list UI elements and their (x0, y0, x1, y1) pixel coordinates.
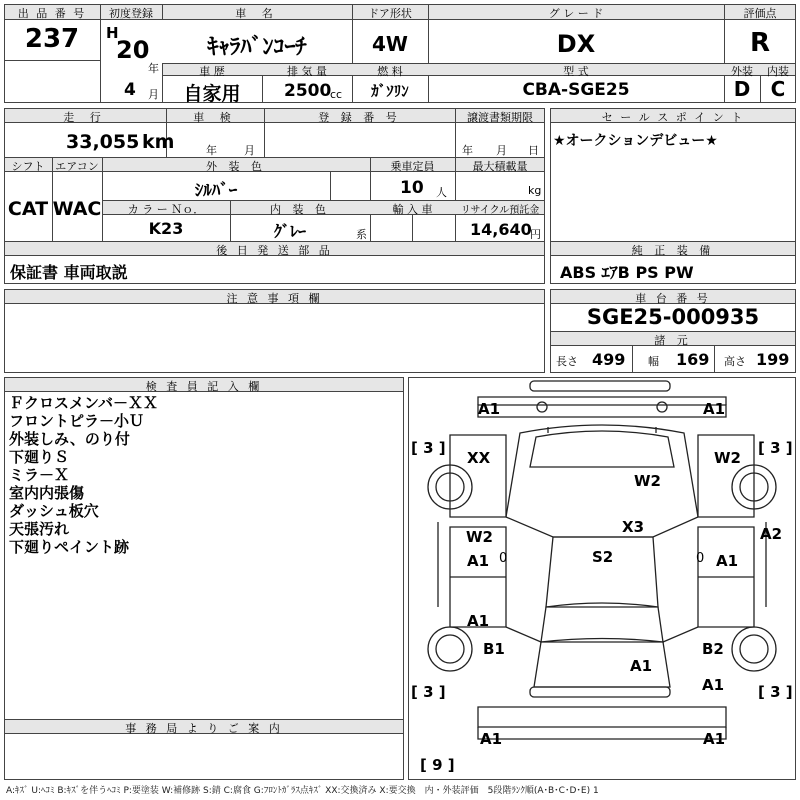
tire-fr: [ 3 ] (758, 439, 793, 457)
mark-rear-right-a1: A1 (702, 676, 725, 694)
history-label: 車 歴 (199, 65, 225, 78)
mark-left-door-upper: W2 (466, 528, 493, 546)
equipment-label: 純 正 装 備 (631, 244, 715, 257)
mark-right-rear-b2: B2 (702, 640, 724, 658)
ext-color-label: 外 装 色 (206, 160, 266, 173)
transfer-month-unit: 月 (496, 144, 507, 157)
inspector-line: 外装しみ、のり付 (9, 430, 130, 448)
inspection-month-unit: 月 (244, 144, 255, 157)
tire-rl: [ 3 ] (411, 683, 446, 701)
recycle: 14,640 (470, 220, 532, 239)
int-color-label: 内 装 色 (270, 203, 330, 216)
mark-front-left: A1 (478, 400, 501, 418)
inspector-line: 天張汚れ (9, 520, 70, 538)
displacement: 2500 (284, 81, 332, 101)
history: 自家用 (183, 83, 241, 105)
int-color: ｸﾞﾚｰ (273, 222, 306, 241)
dims-label: 諸 元 (654, 334, 692, 347)
shift: CAT (7, 198, 49, 220)
displacement-label: 排 気 量 (287, 65, 327, 78)
later-items: 保証書 車両取説 (10, 263, 128, 282)
inspector-notes (9, 394, 399, 556)
inspector-label: 検 査 員 記 入 欄 (145, 380, 263, 393)
ac-label: エアコン (55, 160, 99, 173)
mark-windshield: X3 (622, 518, 645, 536)
later-items-label: 後 日 発 送 部 品 (216, 244, 333, 257)
reg-year: 20 (116, 36, 150, 64)
lot-no: 237 (24, 24, 80, 54)
transfer-day-unit: 日 (528, 144, 539, 157)
max-load-label: 最大積載量 (472, 160, 528, 173)
recycle-unit: 円 (530, 228, 541, 241)
inspector-line: 室内内張傷 (9, 484, 85, 502)
mileage: 33,055 (66, 131, 140, 153)
tire-fl: [ 3 ] (411, 439, 446, 457)
displacement-unit: cc (330, 88, 343, 101)
exterior-label: 外装 (731, 65, 753, 78)
capacity-unit: 人 (436, 186, 447, 199)
fuel: ｶﾞｿﾘﾝ (371, 82, 409, 100)
mark-right-side: A2 (760, 525, 783, 543)
mileage-label: 走 行 (63, 111, 107, 124)
inspector-line: 下廻りＳ (9, 448, 70, 466)
recycle-label: リサイクル預託金 (460, 205, 540, 216)
interior-label: 内装 (767, 65, 789, 78)
inspector-line: 下廻りペイント跡 (9, 538, 130, 556)
length-label: 長さ (556, 355, 578, 368)
sales-point: ★オークションデビュー★ (553, 133, 718, 149)
mark-right-zero: 0 (696, 551, 705, 566)
capacity-label: 乗車定員 (390, 160, 435, 173)
mark-right-door-a1: A1 (716, 552, 739, 570)
tire-rr-value: 3 (770, 683, 781, 701)
grade: DX (556, 30, 596, 58)
model: CBA-SGE25 (522, 80, 630, 100)
month-unit: 月 (148, 88, 159, 101)
door-label: ドア形状 (368, 7, 412, 20)
width-label: 幅 (648, 355, 659, 368)
mark-left-door-a1: A1 (467, 552, 490, 570)
tire-fr-value: 3 (770, 439, 781, 457)
transfer-label: 譲渡書類期限 (467, 111, 533, 124)
first-reg-label: 初度登録 (109, 7, 153, 20)
fuel-label: 燃 料 (377, 65, 403, 78)
mark-rear-a1: A1 (630, 657, 653, 675)
width: 169 (676, 350, 710, 369)
model-label: 型 式 (563, 65, 589, 78)
inspector-line: Ｆクロスメンバ－ＸＸ (9, 394, 158, 412)
mark-left-rear-a1: A1 (467, 612, 490, 630)
height-label: 高さ (724, 355, 746, 368)
exterior-score: D (733, 77, 751, 101)
car-name-label: 車 名 (235, 7, 279, 20)
office-label: 事 務 局 よ り ご 案 内 (125, 722, 283, 735)
import-label: 輸 入 車 (392, 203, 433, 216)
score-label: 評価点 (743, 7, 777, 20)
tire-fl-value: 3 (423, 439, 434, 457)
car-name: ｷｬﾗﾊﾞﾝｺｰﾁ (207, 35, 307, 60)
shift-label: シフト (11, 160, 45, 173)
grade-label: グ レ ー ド (548, 7, 604, 20)
mark-fl-wheel: XX (467, 449, 491, 467)
mark-left-rear-b1: B1 (483, 640, 505, 658)
reg-month: 4 (124, 80, 136, 100)
mark-rear-bumper-right: A1 (703, 730, 726, 748)
lot-no-label: 出 品 番 号 (17, 7, 87, 20)
ac: WAC (52, 198, 102, 220)
car-diagram (408, 377, 796, 780)
legend: A:ｷｽﾞ U:ﾍｺﾐ B:ｷｽﾞを伴うﾍｺﾐ P:要塗装 W:補修跡 S:錆 C:腐食 G:ﾌﾛﾝﾄｶﾞﾗｽ点ｷｽﾞ XX:交換済み X:要交換 内・外装評価 5段階ﾗﾝｸ順(A･B･C･D･E) 1 (6, 786, 599, 796)
chassis-label: 車 台 番 号 (635, 292, 711, 305)
spare-tire-value: 9 (432, 756, 443, 774)
ext-color: ｼﾙﾊﾞｰ (194, 181, 238, 201)
inspector-line: ミラ－Ｘ (9, 466, 70, 484)
sales-point-label: セ ー ル ス ポ イ ン ト (601, 111, 745, 124)
inspection-label: 車 検 (193, 111, 237, 124)
height: 199 (756, 350, 790, 369)
transfer-year-unit: 年 (462, 144, 473, 157)
mark-fr-area: W2 (714, 449, 741, 467)
interior-score: C (770, 77, 786, 101)
mark-hood: W2 (634, 472, 661, 490)
inspector-line: ダッシュ板穴 (9, 502, 99, 520)
reg-no-label: 登 録 番 号 (318, 111, 401, 124)
color-no-label: カ ラ ー Ｎｏ． (127, 203, 205, 216)
length: 499 (592, 350, 626, 369)
score: R (749, 28, 771, 58)
inspector-line: フロントピラ－小Ｕ (9, 412, 145, 430)
era: H (106, 24, 119, 42)
year-unit: 年 (148, 62, 159, 75)
notes-label: 注 意 事 項 欄 (226, 292, 323, 305)
tire-rr: [ 3 ] (758, 683, 793, 701)
inspection-year-unit: 年 (206, 144, 217, 157)
mark-rear-bumper-left: A1 (480, 730, 503, 748)
int-color-unit: 系 (356, 228, 367, 241)
mark-roof: S2 (592, 548, 614, 566)
door-type: 4W (372, 32, 408, 56)
max-load-unit: kg (528, 184, 542, 197)
mark-left-zero: 0 (499, 551, 508, 566)
capacity: 10 (400, 178, 424, 198)
mark-front-right: A1 (703, 400, 726, 418)
color-no: K23 (148, 219, 184, 238)
spare-tire: [ 9 ] (420, 756, 455, 774)
tire-rl-value: 3 (423, 683, 434, 701)
mileage-unit: km (142, 131, 175, 153)
equipment: ABS ｴｱB PS PW (560, 263, 694, 282)
chassis-no: SGE25-000935 (586, 305, 760, 329)
